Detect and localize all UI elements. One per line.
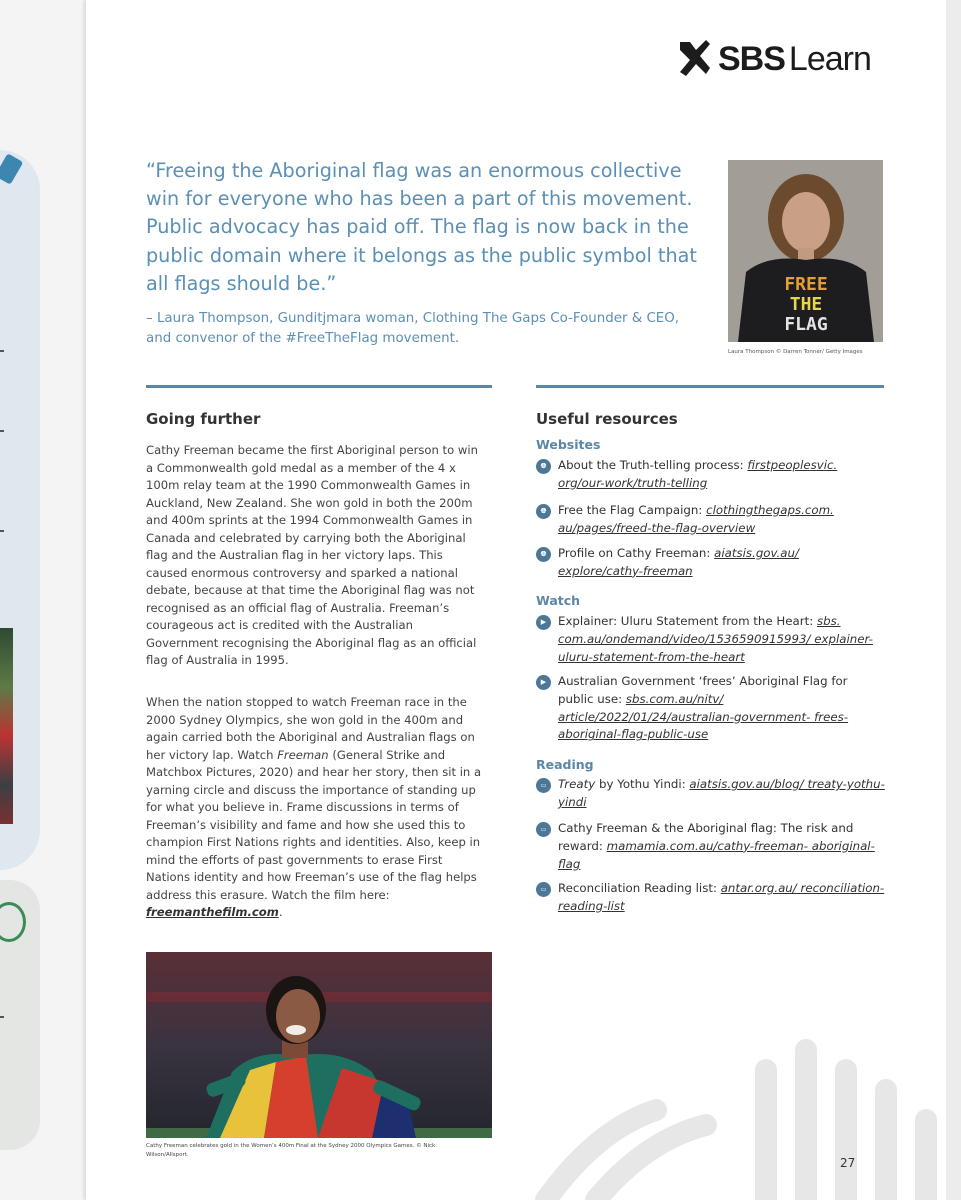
resource-label: Free the Flag Campaign: xyxy=(558,503,707,517)
resource-label: Explainer: Uluru Statement from the Heart: xyxy=(558,614,817,628)
resource-label: by Yothu Yindi: xyxy=(595,777,690,791)
cathy-freeman-illustration xyxy=(146,952,492,1138)
resource-item xyxy=(536,820,886,873)
resource-label: Profile on Cathy Freeman: xyxy=(558,546,715,560)
decorative-watermark xyxy=(506,1010,946,1200)
going-further-paragraph xyxy=(146,694,486,922)
resource-link[interactable]: mamamia.com.au/cathy-freeman- aboriginal-flag xyxy=(558,838,875,871)
paragraph-text: When the nation stopped to watch Freeman race in the 2000 Sydney Olympics, she won gold in the 400m and again carried both the Aboriginal and Australian flags on her victory lap. Watch xyxy=(146,695,475,762)
resource-link[interactable]: aiatsis.gov.au/blog/ treaty-yothu-yindi xyxy=(558,777,885,809)
resource-item xyxy=(536,545,886,581)
resource-link[interactable]: antar.org.au/ reconciliation-reading-list xyxy=(558,881,885,913)
film-title: Freeman xyxy=(277,747,329,762)
resource-item xyxy=(536,613,886,666)
book-icon: ▭ xyxy=(536,822,551,837)
resource-label: Australian Government ‘frees’ Aboriginal Flag for public use: xyxy=(558,674,848,706)
shirt-text: THE xyxy=(789,294,823,315)
resource-link[interactable]: sbs. com.au/ondemand/video/1536590915993/ explainer-uluru-statement-from-the-heart xyxy=(558,614,873,664)
resource-link[interactable]: sbs.com.au/nitv/ article/2022/01/24/australian-government- frees-aboriginal-flag-public-use xyxy=(558,691,849,742)
pull-quote: “Freeing the Aboriginal flag was an enormous collective win for everyone who has been a part of this movement. Public advocacy has paid off. The flag is now back in the public domain where it belongs as the public symbol that all flags should be.” xyxy=(146,159,697,295)
document-page xyxy=(86,0,946,1200)
logo-learn-text: Learn xyxy=(788,39,871,78)
resource-item xyxy=(536,502,886,538)
reading-subheading: Reading xyxy=(536,757,594,772)
book-icon: ▭ xyxy=(536,882,551,897)
section-divider xyxy=(536,385,884,388)
globe-icon: 🌐︎ xyxy=(536,459,551,474)
going-further-heading: Going further xyxy=(146,410,261,428)
resource-label: About the Truth-telling process: xyxy=(558,458,748,472)
resource-title: Treaty xyxy=(558,777,596,791)
watch-subheading: Watch xyxy=(536,593,581,608)
cathy-photo-caption: Cathy Freeman celebrates gold in the Women’s 400m Final at the Sydney 2000 Olympics Games. © Nick Wilson/Allsport. xyxy=(146,1143,436,1158)
globe-icon: 🌐︎ xyxy=(536,547,551,562)
resource-label: Reconciliation Reading list: xyxy=(558,881,721,895)
resource-item xyxy=(536,457,886,493)
globe-icon: 🌐︎ xyxy=(536,504,551,519)
resource-label: Cathy Freeman & the Aboriginal flag: The risk and reward: xyxy=(558,821,854,853)
play-icon: ▶ xyxy=(536,615,551,630)
going-further-paragraph: Cathy Freeman became the first Aboriginal person to win a Commonwealth gold medal as a member of the 4 x 100m relay team at the 1990 Commonwealth Games in Auckland, New Zealand. She won gold in both the 200m and 400m sprints at the 1994 Commonwealth Games in Canada and celebrated by carrying both the Aboriginal flag and the Australian flag in her victory laps. This caused enormous controversy and sparked a national debate, because at that time the Aboriginal flag was not recognised as an official flag of Australia. Freeman’s courageous act is credited with the Australian Government recognising the Aboriginal flag as an official flag of Australia in 1995. xyxy=(146,443,478,667)
shirt-text: FLAG xyxy=(784,314,828,335)
quote-attribution: – Laura Thompson, Gunditjmara woman, Clothing The Gaps Co-Founder & CEO, and convenor of the #FreeTheFlag movement. xyxy=(146,311,680,346)
resource-link[interactable]: firstpeoplesvic. org/our-work/truth-telling xyxy=(558,458,838,490)
previous-page-edge xyxy=(0,0,86,1200)
resource-link[interactable]: aiatsis.gov.au/ explore/cathy-freeman xyxy=(558,546,799,578)
sbs-logo-mark-icon xyxy=(676,38,714,80)
page-edge xyxy=(946,0,961,1200)
resource-item xyxy=(536,673,886,744)
portrait-illustration xyxy=(728,160,883,342)
websites-subheading: Websites xyxy=(536,437,601,452)
resource-item xyxy=(536,880,886,916)
useful-resources-heading: Useful resources xyxy=(536,410,678,428)
page-number: 27 xyxy=(840,1156,856,1170)
book-icon: ▭ xyxy=(536,778,551,793)
laura-thompson-photo xyxy=(728,160,883,342)
paragraph-text: (General Strike and Matchbox Pictures, 2020) and hear her story, then sit in a yarning circle and discuss the importance of standing up for what you believe in. Frame discussions in terms of Freeman’s visibility and fame and how she used this to champion First Nations rights and identities. Also, keep in mind the efforts of past governments to erase First Nations identity and how Freeman’s use of the flag helps address this erasure. Watch the film here: xyxy=(146,747,482,902)
paragraph-text: . xyxy=(278,905,283,919)
play-icon: ▶ xyxy=(536,675,551,690)
shirt-text: FREE xyxy=(784,274,828,295)
section-divider xyxy=(146,385,492,388)
photo-edge xyxy=(0,628,13,824)
resource-link[interactable]: clothingthegaps.com. au/pages/freed-the-flag-overview xyxy=(558,503,834,535)
freeman-film-link[interactable]: freemanthefilm.com xyxy=(146,905,279,919)
portrait-caption: Laura Thompson © Darren Tonner/ Getty Images xyxy=(728,349,863,355)
cathy-freeman-photo xyxy=(146,952,492,1138)
resource-item xyxy=(536,776,886,812)
logo-sbs-text: SBS xyxy=(718,39,785,78)
sbs-learn-logo xyxy=(676,38,871,80)
